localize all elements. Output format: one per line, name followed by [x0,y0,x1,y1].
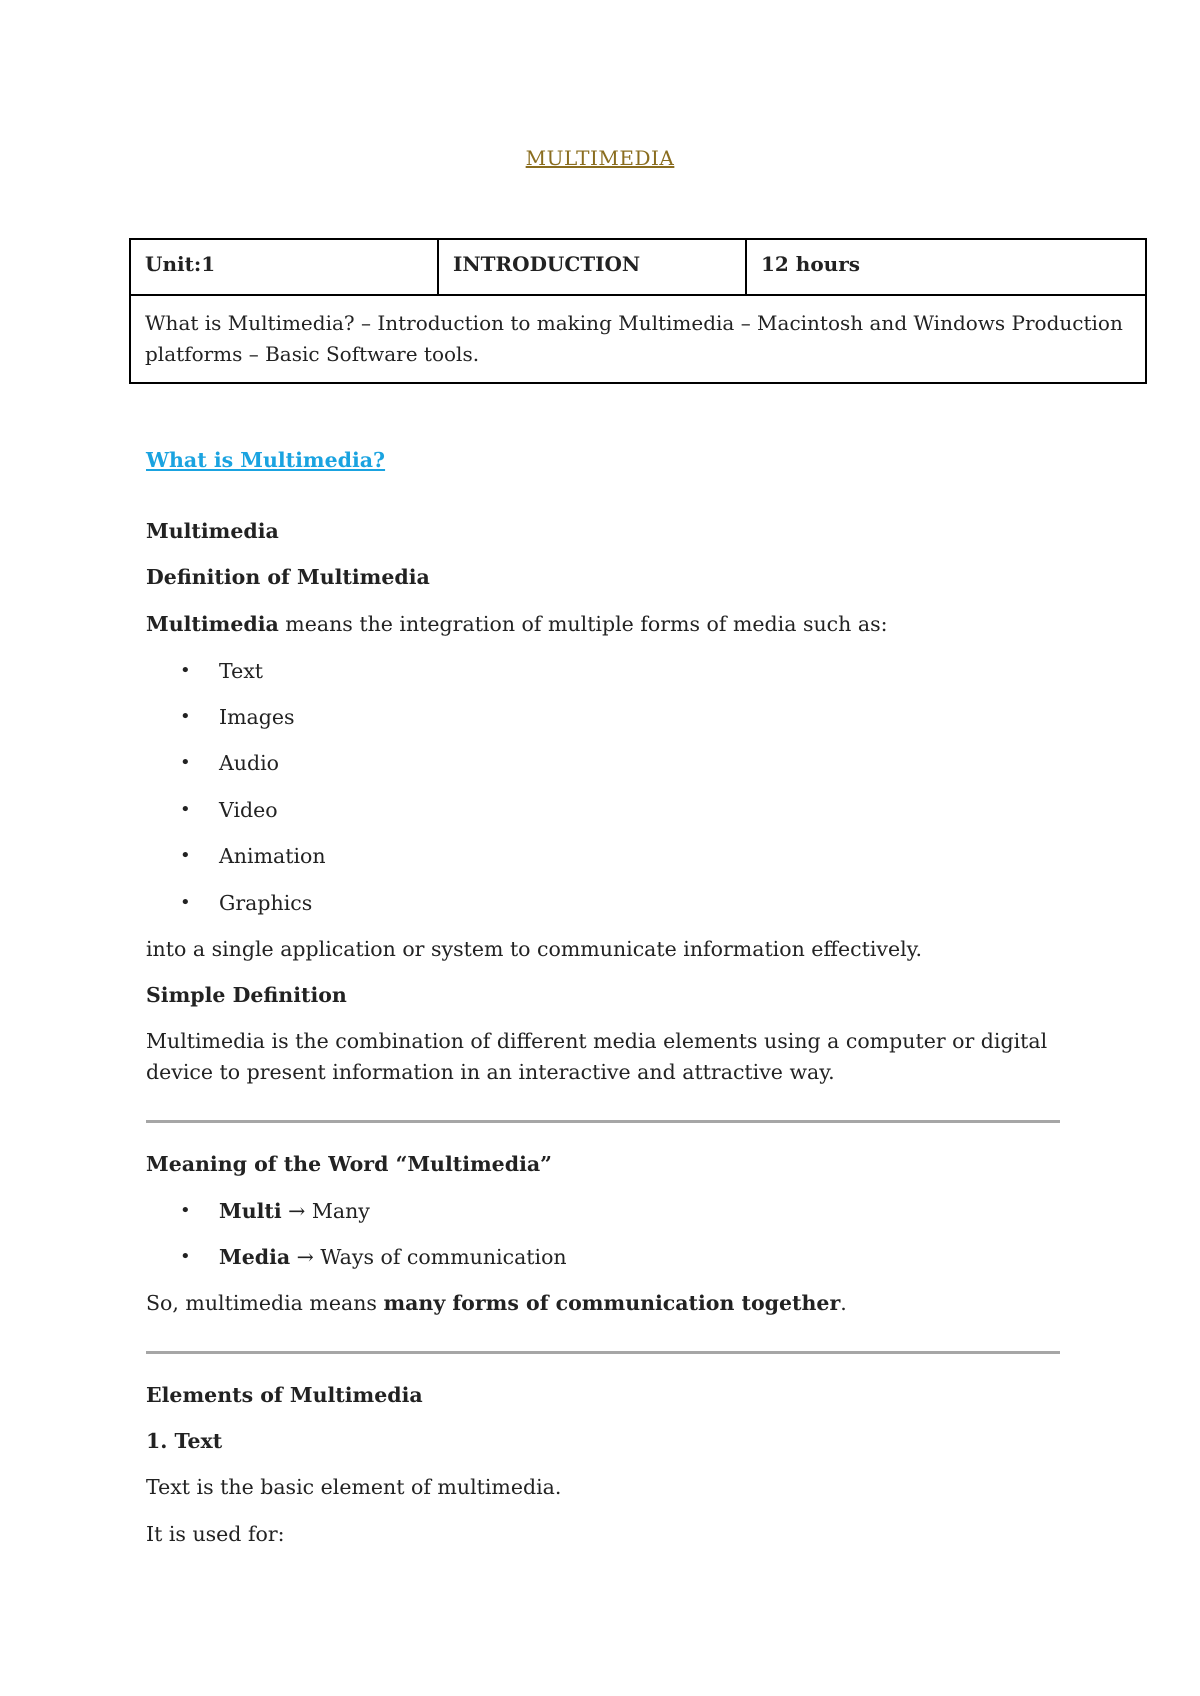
list-item: Video [219,798,278,822]
unit-cell: Unit:1 [130,239,438,295]
unit-table [129,238,1147,384]
meaning-term: Multi [219,1199,282,1223]
meaning-summary-after: . [840,1291,847,1315]
definition-intro-term: Multimedia [146,612,279,636]
bullet-icon: • [180,1200,191,1221]
bullet-icon: • [180,845,191,866]
bullet-icon: • [180,1246,191,1267]
text-description: Text is the basic element of multimedia. [146,1475,562,1499]
definition-outro: into a single application or system to communicate information effectively. [146,937,923,961]
hours-cell: 12 hours [746,239,1146,295]
meaning-summary-before: So, multimedia means [146,1291,384,1315]
unit-description-cell: What is Multimedia? – Introduction to making Multimedia – Macintosh and Windows Production platforms – Basic Software tools. [130,295,1146,383]
list-item: Graphics [219,891,313,915]
document-title: MULTIMEDIA [525,146,675,170]
heading-multimedia: Multimedia [146,519,279,543]
list-item: Animation [219,844,326,868]
meaning-value: Many [311,1199,370,1223]
list-item: Images [219,705,295,729]
meaning-value: Ways of communication [320,1245,567,1269]
bullet-icon: • [180,706,191,727]
heading-definition: Definition of Multimedia [146,565,430,589]
arrow-icon: → [281,1199,312,1223]
arrow-icon: → [290,1245,321,1269]
meaning-summary [146,1288,847,1318]
heading-simple-definition: Simple Definition [146,983,347,1007]
definition-intro-rest: means the integration of multiple forms of media such as: [278,612,888,636]
simple-definition-paragraph: Multimedia is the combination of different media elements using a computer or digital device to present information in an interactive and attractive way. [146,1029,1048,1084]
meaning-term: Media [219,1245,291,1269]
unit-table-description-row [130,295,1146,383]
bullet-icon: • [180,660,191,681]
bullet-icon: • [180,752,191,773]
list-item [219,1242,567,1272]
horizontal-rule [146,1120,1060,1123]
list-item: Audio [219,751,280,775]
meaning-summary-bold: many forms of communication together [383,1291,841,1315]
section-link-what-is-multimedia[interactable]: What is Multimedia? [146,448,386,472]
bullet-icon: • [180,799,191,820]
heading-elements: Elements of Multimedia [146,1383,423,1407]
text-used-for: It is used for: [146,1522,285,1546]
heading-meaning: Meaning of the Word “Multimedia” [146,1152,552,1176]
topic-cell: INTRODUCTION [438,239,746,295]
definition-intro [146,609,888,639]
list-item: Text [219,659,264,683]
horizontal-rule [146,1351,1060,1354]
unit-table-header-row [130,239,1146,295]
heading-text-element: 1. Text [146,1429,223,1453]
list-item [219,1196,370,1226]
bullet-icon: • [180,892,191,913]
